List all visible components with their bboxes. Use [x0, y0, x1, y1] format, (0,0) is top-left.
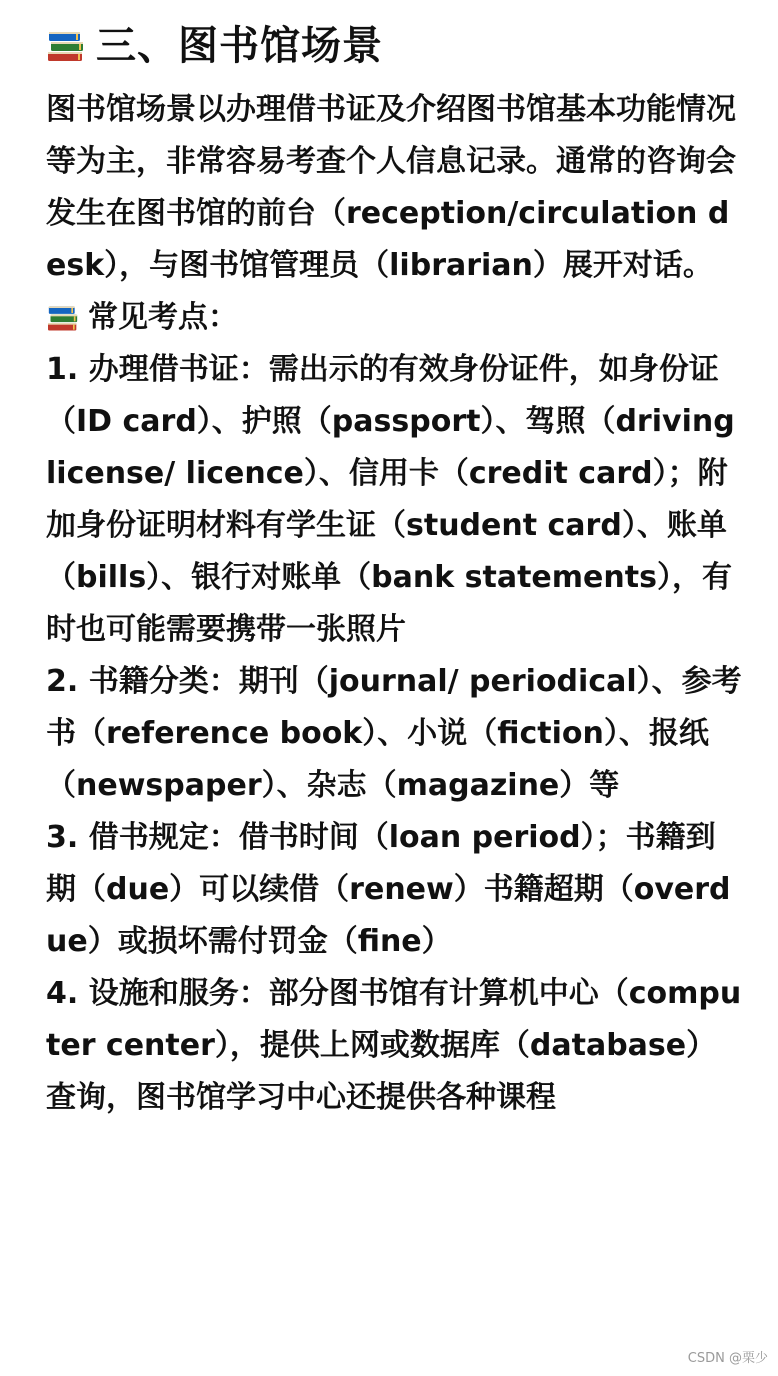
title-row [46, 14, 744, 78]
subheading: 常见考点： [88, 300, 238, 335]
books-icon [46, 28, 86, 64]
watermark: CSDN @栗少 [687, 1351, 768, 1366]
subheading-row [46, 292, 744, 344]
intro-paragraph: 图书馆场景以办理借书证及介绍图书馆基本功能情况等为主，非常容易考查个人信息记录。通常的咨询会发生在图书馆的前台（reception/circulation desk），与图书馆管理员（librarian）展开对话。 [46, 92, 736, 283]
page-title: 三、图书馆场景 [96, 23, 383, 69]
books-icon [46, 303, 80, 333]
list-item: 3. 借书规定：借书时间（loan period）；书籍到期（due）可以续借（renew）书籍超期（overdue）或损坏需付罚金（fine） [46, 820, 731, 959]
list-item: 2. 书籍分类：期刊（journal/ periodical）、参考书（reference book）、小说（fiction）、报纸（newspaper）、杂志（magazine）等 [46, 664, 742, 803]
list-item: 1. 办理借书证：需出示的有效身份证件，如身份证（ID card）、护照（passport）、驾照（driving license/ licence）、信用卡（credit card）；附加身份证明材料有学生证（student card）、账单（bills）、银行对账单（bank statements），有时也可能需要携带一张照片 [46, 352, 735, 647]
list-item: 4. 设施和服务：部分图书馆有计算机中心（computer center），提供上网或数据库（database）查询，图书馆学习中心还提供各种课程 [46, 976, 742, 1115]
